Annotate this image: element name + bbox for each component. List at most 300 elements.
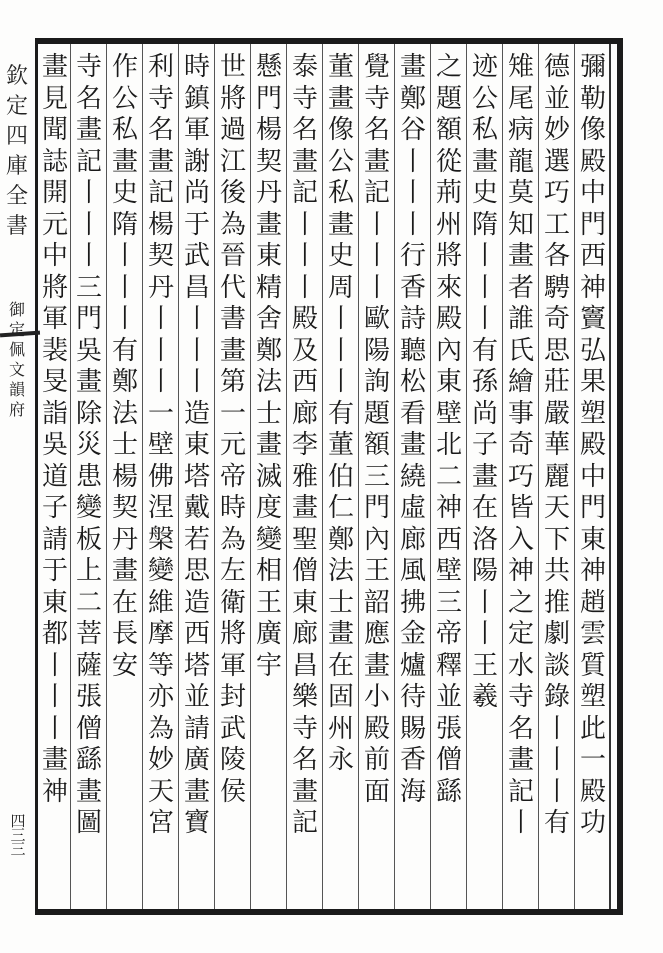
glyph: 丨 bbox=[363, 241, 390, 271]
glyph: 造 bbox=[183, 398, 210, 429]
glyph: 前 bbox=[363, 745, 390, 775]
glyph: 畫 bbox=[183, 776, 210, 807]
glyph: 功 bbox=[579, 808, 606, 838]
glyph: 松 bbox=[399, 367, 426, 397]
glyph: 相 bbox=[255, 556, 282, 586]
glyph: 史 bbox=[471, 178, 498, 208]
text-column bbox=[398, 52, 428, 808]
glyph: 寺 bbox=[291, 713, 318, 744]
glyph: 神 bbox=[41, 776, 68, 807]
glyph: 名 bbox=[291, 115, 318, 145]
glyph: 神 bbox=[579, 272, 606, 303]
text-column bbox=[182, 52, 212, 840]
glyph: 東 bbox=[291, 587, 318, 618]
glyph: 記 bbox=[507, 776, 534, 807]
glyph: 東 bbox=[183, 430, 210, 460]
glyph: 丨 bbox=[327, 335, 354, 366]
glyph: 陵 bbox=[219, 745, 246, 775]
glyph: 門 bbox=[579, 209, 606, 240]
glyph: 妙 bbox=[147, 745, 174, 775]
frame-right-inner-line bbox=[609, 44, 611, 909]
glyph: 丨 bbox=[543, 713, 570, 744]
glyph: 寺 bbox=[291, 83, 318, 114]
glyph: 法 bbox=[255, 367, 282, 397]
column-rule bbox=[286, 44, 287, 909]
glyph: 西 bbox=[435, 524, 462, 555]
frame-right-border bbox=[617, 38, 623, 915]
glyph: 雉 bbox=[507, 52, 534, 82]
glyph: 四 bbox=[10, 812, 26, 830]
glyph: 者 bbox=[507, 272, 534, 303]
glyph: 封 bbox=[219, 682, 246, 712]
glyph: 畫 bbox=[327, 619, 354, 649]
glyph: 北 bbox=[435, 430, 462, 460]
column-rule bbox=[106, 44, 107, 909]
glyph: 軍 bbox=[183, 115, 210, 145]
glyph: 劇 bbox=[543, 619, 570, 649]
glyph: 患 bbox=[75, 461, 102, 492]
glyph: 丨 bbox=[399, 178, 426, 208]
glyph: 事 bbox=[507, 398, 534, 429]
glyph: 公 bbox=[111, 83, 138, 114]
page-number bbox=[8, 814, 28, 856]
column-rule bbox=[538, 44, 539, 909]
glyph: 丨 bbox=[291, 209, 318, 240]
glyph: 門 bbox=[363, 493, 390, 523]
glyph: 子 bbox=[471, 430, 498, 460]
glyph: 楊 bbox=[111, 461, 138, 492]
glyph: 廊 bbox=[399, 524, 426, 555]
glyph: 金 bbox=[399, 619, 426, 649]
glyph: 誰 bbox=[507, 304, 534, 334]
glyph: 畫 bbox=[507, 745, 534, 775]
glyph: 錄 bbox=[543, 682, 570, 712]
glyph: 士 bbox=[327, 587, 354, 618]
glyph: 造 bbox=[183, 587, 210, 618]
glyph: 陽 bbox=[471, 556, 498, 586]
glyph: 書 bbox=[5, 214, 28, 239]
text-column bbox=[254, 52, 284, 682]
glyph: 此 bbox=[579, 713, 606, 744]
glyph: 丨 bbox=[471, 619, 498, 649]
glyph: 像 bbox=[327, 115, 354, 145]
glyph: 將 bbox=[41, 272, 68, 303]
glyph: 書 bbox=[219, 304, 246, 334]
glyph: 丨 bbox=[363, 209, 390, 240]
glyph: 廊 bbox=[291, 398, 318, 429]
glyph: 公 bbox=[471, 83, 498, 114]
glyph: 應 bbox=[363, 619, 390, 649]
glyph: 覺 bbox=[363, 52, 390, 82]
glyph: 長 bbox=[111, 619, 138, 649]
glyph: 丨 bbox=[111, 304, 138, 334]
glyph: 軍 bbox=[219, 650, 246, 681]
glyph: 圖 bbox=[75, 808, 102, 838]
glyph: 丹 bbox=[255, 178, 282, 208]
glyph: 麗 bbox=[543, 461, 570, 492]
glyph: 之 bbox=[507, 587, 534, 618]
glyph: 州 bbox=[435, 209, 462, 240]
glyph: 有 bbox=[471, 335, 498, 366]
glyph: 龍 bbox=[507, 146, 534, 177]
glyph: 武 bbox=[183, 241, 210, 271]
frame-top-border bbox=[35, 38, 623, 44]
glyph: 鄭 bbox=[111, 367, 138, 397]
glyph: 西 bbox=[183, 619, 210, 649]
glyph: 德 bbox=[543, 52, 570, 82]
glyph: 名 bbox=[363, 115, 390, 145]
glyph: 代 bbox=[219, 272, 246, 303]
glyph: 繇 bbox=[75, 745, 102, 775]
glyph: 侯 bbox=[219, 776, 246, 807]
glyph: 李 bbox=[291, 430, 318, 460]
glyph: 畫 bbox=[399, 52, 426, 82]
glyph: 謝 bbox=[183, 146, 210, 177]
glyph: 賜 bbox=[399, 713, 426, 744]
glyph: 待 bbox=[399, 682, 426, 712]
glyph: 時 bbox=[183, 52, 210, 82]
glyph: 王 bbox=[471, 650, 498, 681]
column-rule bbox=[70, 44, 71, 909]
glyph: 在 bbox=[327, 650, 354, 681]
glyph: 私 bbox=[111, 115, 138, 145]
glyph: 樂 bbox=[291, 682, 318, 712]
glyph: 過 bbox=[219, 115, 246, 145]
glyph: 利 bbox=[147, 52, 174, 82]
glyph: 開 bbox=[41, 178, 68, 208]
glyph: 僧 bbox=[75, 713, 102, 744]
glyph: 庫 bbox=[5, 154, 28, 179]
glyph: 妙 bbox=[543, 115, 570, 145]
glyph: 廣 bbox=[255, 619, 282, 649]
glyph: 時 bbox=[219, 493, 246, 523]
glyph: 固 bbox=[327, 682, 354, 712]
glyph: 題 bbox=[435, 83, 462, 114]
glyph: 谷 bbox=[399, 115, 426, 145]
glyph: 三 bbox=[435, 587, 462, 618]
glyph: 板 bbox=[75, 524, 102, 555]
glyph: 二 bbox=[435, 461, 462, 492]
glyph: 丨 bbox=[291, 241, 318, 271]
glyph: 一 bbox=[579, 745, 606, 775]
text-column bbox=[362, 52, 392, 808]
glyph: 內 bbox=[435, 335, 462, 366]
glyph: 爐 bbox=[399, 650, 426, 681]
glyph: 鄭 bbox=[255, 335, 282, 366]
glyph: 畫 bbox=[75, 776, 102, 807]
glyph: 面 bbox=[363, 776, 390, 807]
glyph: 史 bbox=[111, 178, 138, 208]
glyph: 寺 bbox=[147, 83, 174, 114]
glyph: 寺 bbox=[363, 83, 390, 114]
glyph: 永 bbox=[327, 745, 354, 775]
glyph: 畫 bbox=[327, 209, 354, 240]
glyph: 私 bbox=[327, 178, 354, 208]
glyph: 嚴 bbox=[543, 398, 570, 429]
text-column bbox=[110, 52, 140, 682]
glyph: 名 bbox=[507, 713, 534, 744]
glyph: 選 bbox=[543, 146, 570, 177]
glyph: 中 bbox=[579, 461, 606, 492]
glyph: 記 bbox=[75, 146, 102, 177]
glyph: 僧 bbox=[435, 745, 462, 775]
glyph: 看 bbox=[399, 398, 426, 429]
glyph: 釋 bbox=[435, 650, 462, 681]
text-column bbox=[542, 52, 572, 840]
glyph: 丨 bbox=[471, 587, 498, 618]
glyph: 丨 bbox=[507, 808, 534, 838]
glyph: 額 bbox=[435, 115, 462, 145]
glyph: 畫 bbox=[291, 146, 318, 177]
glyph: 楊 bbox=[255, 115, 282, 145]
glyph: 在 bbox=[111, 587, 138, 618]
glyph: 寺 bbox=[507, 682, 534, 712]
glyph: 天 bbox=[147, 776, 174, 807]
glyph: 巧 bbox=[543, 178, 570, 208]
glyph: 丨 bbox=[471, 304, 498, 334]
column-rule bbox=[358, 44, 359, 909]
glyph: 有 bbox=[327, 398, 354, 429]
text-column bbox=[74, 52, 104, 840]
section-title bbox=[4, 300, 30, 420]
glyph: 丨 bbox=[183, 367, 210, 397]
glyph: 並 bbox=[543, 83, 570, 114]
glyph: 中 bbox=[579, 178, 606, 208]
glyph: 涅 bbox=[147, 493, 174, 523]
glyph: 繪 bbox=[507, 367, 534, 397]
glyph: 之 bbox=[435, 52, 462, 82]
glyph: 為 bbox=[147, 713, 174, 744]
glyph: 內 bbox=[363, 524, 390, 555]
glyph: 巧 bbox=[507, 461, 534, 492]
glyph: 聽 bbox=[399, 335, 426, 366]
glyph: 神 bbox=[507, 556, 534, 586]
glyph: 小 bbox=[363, 682, 390, 712]
glyph: 畫 bbox=[41, 52, 68, 82]
glyph: 欽 bbox=[5, 64, 28, 89]
glyph: 記 bbox=[291, 808, 318, 838]
glyph: 王 bbox=[363, 556, 390, 586]
glyph: 仁 bbox=[327, 493, 354, 523]
glyph: 變 bbox=[75, 493, 102, 523]
glyph: 寺 bbox=[75, 52, 102, 82]
glyph: 契 bbox=[255, 146, 282, 177]
glyph: 丨 bbox=[327, 304, 354, 334]
glyph: 畫 bbox=[147, 146, 174, 177]
glyph: 懸 bbox=[255, 52, 282, 82]
glyph: 丨 bbox=[41, 650, 68, 681]
glyph: 聖 bbox=[291, 524, 318, 555]
text-column bbox=[146, 52, 176, 840]
glyph: 塔 bbox=[183, 650, 210, 681]
glyph: 畫 bbox=[41, 745, 68, 775]
glyph: 定 bbox=[507, 619, 534, 649]
glyph: 丨 bbox=[111, 241, 138, 271]
glyph: 門 bbox=[75, 304, 102, 334]
glyph: 記 bbox=[291, 178, 318, 208]
glyph: 畫 bbox=[399, 430, 426, 460]
glyph: 除 bbox=[75, 398, 102, 429]
glyph: 氏 bbox=[507, 335, 534, 366]
glyph: 三 bbox=[363, 461, 390, 492]
glyph: 畫 bbox=[255, 209, 282, 240]
glyph: 法 bbox=[327, 556, 354, 586]
glyph: 聞 bbox=[41, 115, 68, 145]
glyph: 江 bbox=[219, 146, 246, 177]
text-column bbox=[470, 52, 500, 714]
glyph: 于 bbox=[183, 209, 210, 240]
glyph: 中 bbox=[41, 241, 68, 271]
glyph: 董 bbox=[327, 430, 354, 460]
glyph: 度 bbox=[255, 493, 282, 523]
glyph: 塑 bbox=[579, 682, 606, 712]
column-rule bbox=[574, 44, 575, 909]
glyph: 鄭 bbox=[399, 83, 426, 114]
glyph: 定 bbox=[5, 94, 28, 119]
glyph: 洛 bbox=[471, 524, 498, 555]
column-rule bbox=[502, 44, 503, 909]
glyph: 請 bbox=[41, 524, 68, 555]
glyph: 歐 bbox=[363, 304, 390, 334]
glyph: 畫 bbox=[327, 83, 354, 114]
text-column bbox=[326, 52, 356, 777]
glyph: 記 bbox=[363, 178, 390, 208]
glyph: 張 bbox=[75, 682, 102, 712]
glyph: 都 bbox=[41, 619, 68, 649]
glyph: 泰 bbox=[291, 52, 318, 82]
glyph: 摩 bbox=[147, 619, 174, 649]
glyph: 三 bbox=[75, 272, 102, 303]
glyph: 帝 bbox=[219, 461, 246, 492]
glyph: 陽 bbox=[363, 335, 390, 366]
column-rule bbox=[322, 44, 323, 909]
glyph: 寶 bbox=[183, 808, 210, 838]
glyph: 衛 bbox=[219, 587, 246, 618]
glyph: 昌 bbox=[183, 272, 210, 303]
glyph: 西 bbox=[579, 241, 606, 271]
glyph: 將 bbox=[219, 83, 246, 114]
text-column bbox=[506, 52, 536, 840]
glyph: 來 bbox=[435, 272, 462, 303]
glyph: 佩 bbox=[8, 340, 25, 359]
glyph: 二 bbox=[75, 587, 102, 618]
glyph: 吳 bbox=[41, 430, 68, 460]
glyph: 莫 bbox=[507, 178, 534, 208]
glyph: 廊 bbox=[291, 619, 318, 649]
glyph: 壁 bbox=[435, 398, 462, 429]
glyph: 羲 bbox=[471, 682, 498, 712]
glyph: 門 bbox=[255, 83, 282, 114]
glyph: 入 bbox=[507, 524, 534, 555]
glyph: 于 bbox=[41, 556, 68, 586]
glyph: 神 bbox=[435, 493, 462, 523]
glyph: 塔 bbox=[183, 461, 210, 492]
glyph: 神 bbox=[579, 556, 606, 586]
glyph: 為 bbox=[219, 209, 246, 240]
glyph: 東 bbox=[435, 367, 462, 397]
glyph: 公 bbox=[327, 146, 354, 177]
glyph: 天 bbox=[543, 493, 570, 523]
column-rule bbox=[466, 44, 467, 909]
glyph: 丨 bbox=[543, 745, 570, 775]
glyph: 各 bbox=[543, 241, 570, 271]
frame-left-border bbox=[35, 38, 38, 915]
glyph: 風 bbox=[399, 556, 426, 586]
glyph: 槃 bbox=[147, 524, 174, 555]
glyph: 見 bbox=[41, 83, 68, 114]
glyph: 定 bbox=[8, 320, 25, 339]
glyph: 尾 bbox=[507, 83, 534, 114]
glyph: 東 bbox=[41, 587, 68, 618]
glyph: 宇 bbox=[255, 650, 282, 681]
glyph: 丨 bbox=[399, 146, 426, 177]
glyph: 維 bbox=[147, 587, 174, 618]
glyph: 工 bbox=[543, 209, 570, 240]
glyph: 丨 bbox=[111, 272, 138, 303]
glyph: 質 bbox=[579, 650, 606, 681]
glyph: 變 bbox=[255, 524, 282, 555]
glyph: 王 bbox=[255, 587, 282, 618]
glyph: 行 bbox=[399, 241, 426, 271]
glyph: 繞 bbox=[399, 461, 426, 492]
glyph: 丨 bbox=[75, 241, 102, 271]
glyph: 上 bbox=[75, 556, 102, 586]
glyph: 作 bbox=[111, 52, 138, 82]
glyph: 殿 bbox=[363, 713, 390, 744]
glyph: 果 bbox=[579, 367, 606, 397]
glyph: 共 bbox=[543, 556, 570, 586]
glyph: 韶 bbox=[363, 587, 390, 618]
glyph: 有 bbox=[111, 335, 138, 366]
glyph: 御 bbox=[8, 300, 25, 319]
glyph: 三 bbox=[10, 840, 26, 858]
glyph: 雅 bbox=[291, 461, 318, 492]
glyph: 誌 bbox=[41, 146, 68, 177]
glyph: 丨 bbox=[147, 335, 174, 366]
column-rule bbox=[142, 44, 143, 909]
glyph: 丨 bbox=[147, 304, 174, 334]
glyph: 畫 bbox=[507, 241, 534, 271]
glyph: 畫 bbox=[255, 430, 282, 460]
glyph: 昌 bbox=[291, 650, 318, 681]
glyph: 史 bbox=[327, 241, 354, 271]
glyph: 一 bbox=[219, 398, 246, 429]
glyph: 世 bbox=[219, 52, 246, 82]
glyph: 殿 bbox=[291, 304, 318, 334]
glyph: 畫 bbox=[219, 335, 246, 366]
glyph: 尚 bbox=[183, 178, 210, 208]
glyph: 詣 bbox=[41, 398, 68, 429]
glyph: 迹 bbox=[471, 52, 498, 82]
glyph: 病 bbox=[507, 115, 534, 145]
glyph: 三 bbox=[10, 826, 26, 844]
glyph: 滅 bbox=[255, 461, 282, 492]
book-title bbox=[4, 62, 30, 242]
glyph: 畫 bbox=[471, 461, 498, 492]
glyph: 額 bbox=[363, 430, 390, 460]
glyph: 畫 bbox=[291, 776, 318, 807]
glyph: 四 bbox=[5, 124, 28, 149]
glyph: 從 bbox=[435, 146, 462, 177]
glyph: 殿 bbox=[435, 304, 462, 334]
glyph: 壁 bbox=[435, 556, 462, 586]
glyph: 丨 bbox=[147, 367, 174, 397]
glyph: 趙 bbox=[579, 587, 606, 618]
glyph: 契 bbox=[147, 241, 174, 271]
glyph: 畫 bbox=[111, 556, 138, 586]
glyph: 隋 bbox=[471, 209, 498, 240]
glyph: 丹 bbox=[111, 524, 138, 555]
